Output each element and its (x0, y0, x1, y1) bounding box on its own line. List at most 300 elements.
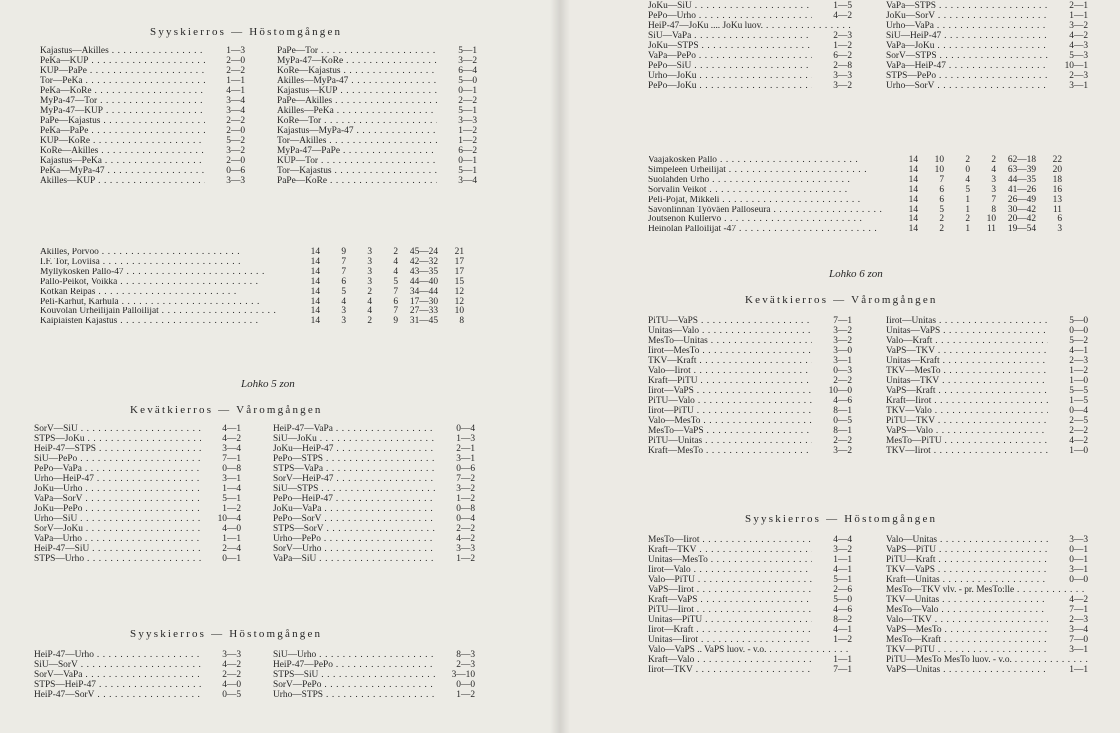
standings-played: 14 (908, 164, 918, 175)
standings-goals: 20—42 (1007, 214, 1036, 225)
match-score: 4—1 (222, 424, 241, 434)
match-score: 7—1 (222, 454, 241, 464)
standings-row (40, 288, 464, 298)
match-score: 5—5 (1069, 386, 1088, 396)
standings-points: 18 (1052, 174, 1062, 185)
standings-draws: 3 (367, 276, 372, 287)
match-teams: HeiP-47—VaPa . . . (273, 424, 435, 434)
match-row (40, 46, 245, 56)
standings-wins: 3 (341, 306, 346, 317)
match-score: 4—1 (833, 625, 852, 635)
standings-goals: 43—35 (409, 266, 438, 277)
match-teams: PeKa—KUP . . . (40, 56, 205, 66)
match-row (277, 66, 477, 76)
standings-team-name (40, 278, 276, 288)
match-row (648, 555, 852, 565)
match-row (648, 366, 852, 376)
match-score: 4—2 (222, 660, 241, 670)
match-score: 4—3 (1069, 41, 1088, 51)
standings-losses: 7 (393, 286, 398, 297)
match-row (273, 534, 475, 544)
match-row (886, 565, 1088, 575)
match-teams: SorV—JoKu . . . (34, 524, 201, 534)
standings-played: 14 (908, 174, 918, 185)
match-teams: HeiP-47—SorV . . . (34, 690, 201, 700)
standings-team-name (40, 268, 276, 278)
match-score: 1—4 (222, 484, 241, 494)
match-row (648, 336, 852, 346)
match-row (886, 21, 1088, 31)
match-score: 3—1 (1069, 565, 1088, 575)
match-row (273, 650, 475, 660)
match-row (886, 386, 1088, 396)
match-score: 3—3 (222, 650, 241, 660)
match-row (40, 136, 245, 146)
match-teams: Valo—Kraft . . . (886, 336, 1048, 346)
match-score: 0—4 (456, 424, 475, 434)
match-row (273, 434, 475, 444)
standings-losses: 11 (986, 224, 996, 235)
match-score: 7—1 (833, 665, 852, 675)
standings-team-name (40, 298, 276, 308)
match-score: 3—2 (833, 545, 852, 555)
standings-played: 14 (310, 316, 320, 327)
match-score: 3—0 (833, 346, 852, 356)
match-score: 0—5 (222, 690, 241, 700)
match-teams: VaPS—PiTU . . . (886, 545, 1048, 555)
match-teams: Unitas—PiTU . . . (648, 615, 812, 625)
standings-draws: 4 (965, 174, 970, 185)
match-teams: PePo—HeiP-47 . . . (273, 494, 435, 504)
standings-played: 14 (908, 204, 918, 215)
match-row (886, 51, 1088, 61)
match-teams: VaPa—PePo . . . (648, 51, 812, 61)
match-row (34, 514, 241, 524)
match-row (886, 41, 1088, 51)
match-teams: Akilles—KUP . . . (40, 176, 205, 186)
match-teams: TKV—VaPS . . . (886, 565, 1048, 575)
standings-goals: 62—18 (1007, 155, 1036, 165)
match-row (886, 406, 1088, 416)
standings-row (40, 278, 464, 288)
match-score: 2—4 (222, 544, 241, 554)
match-score: 2—6 (833, 585, 852, 595)
match-row (34, 424, 241, 434)
team-name-text: Sorvalin Veikot . . . (648, 186, 848, 195)
match-score: 0—4 (1069, 406, 1088, 416)
match-row (648, 625, 852, 635)
standings-wins: 2 (939, 214, 944, 225)
match-score: 3—4 (226, 106, 245, 116)
results-column (273, 424, 475, 564)
match-row (648, 21, 852, 31)
standings-points: 12 (454, 296, 464, 307)
match-score: 3—1 (222, 474, 241, 484)
match-row (34, 670, 241, 680)
standings-row (40, 307, 464, 317)
section-title-autumn-zone6: Syyskierros — Höstomgången (745, 513, 938, 525)
standings-played: 14 (310, 296, 320, 307)
match-score: 4—1 (1069, 346, 1088, 356)
match-row (40, 66, 245, 76)
match-score: 4—2 (1069, 31, 1088, 41)
match-teams: MesTo—Unitas . . . (648, 336, 812, 346)
match-row (648, 356, 852, 366)
team-name-text: Peli-Karhut, Karhula . . . (40, 298, 260, 307)
results-column (34, 424, 241, 564)
match-row (40, 96, 245, 106)
match-teams: KUP—PaPe . . . (40, 66, 205, 76)
standings-losses: 7 (991, 194, 996, 205)
match-row (648, 31, 852, 41)
match-score: 3—3 (458, 116, 477, 126)
match-score: 1—2 (1069, 366, 1088, 376)
match-score: 0—4 (456, 514, 475, 524)
match-row (886, 81, 1088, 91)
match-row (648, 436, 852, 446)
match-score: 2—3 (456, 660, 475, 670)
match-row (273, 554, 475, 564)
match-teams: Valo—TKV . . . (886, 615, 1048, 625)
match-row (40, 146, 245, 156)
results-column (34, 650, 241, 700)
match-teams: Urho—STPS . . . (273, 690, 435, 700)
match-row (886, 61, 1088, 71)
match-score: 1—2 (833, 635, 852, 645)
match-row (277, 146, 477, 156)
match-teams: JoKu—SorV . . . (886, 11, 1048, 21)
match-teams: HeiP-47—SiU . . . (34, 544, 201, 554)
match-row (886, 11, 1088, 21)
standings-draws: 3 (367, 247, 372, 257)
standings-points: 8 (459, 316, 464, 327)
team-name-text: Akilles, Porvoo . . . (40, 248, 240, 257)
match-score: 4—2 (456, 534, 475, 544)
match-teams: HeiP-47—STPS . . . (34, 444, 201, 454)
match-teams: Urho—PePo . . . (273, 534, 435, 544)
team-name-text: Vaajakosken Pallo . . . (648, 156, 858, 165)
match-teams: PePo—JoKu . . . (648, 81, 812, 91)
match-score: 2—1 (1069, 1, 1088, 11)
match-score: 0—1 (1069, 545, 1088, 555)
match-row (277, 56, 477, 66)
team-name-text: Savonlinnan Työväen Palloseura . . . (648, 206, 886, 215)
standings-points: 6 (1057, 214, 1062, 225)
match-teams: Urho—SorV . . . (886, 81, 1048, 91)
standings-row (648, 206, 1062, 216)
standings-wins: 10 (934, 155, 944, 165)
match-teams: SiU—VaPa . . . (648, 31, 812, 41)
standings-team-name (648, 215, 886, 225)
match-row (886, 625, 1088, 635)
standings-draws: 4 (367, 296, 372, 307)
match-teams: PaPe—Tor . . . (277, 46, 437, 56)
match-row (886, 535, 1088, 545)
match-teams: KoRe—Akilles . . . (40, 146, 205, 156)
match-teams: JoKu—STPS . . . (648, 41, 812, 51)
standings-played: 14 (310, 256, 320, 267)
match-score: 2—2 (226, 66, 245, 76)
standings-team-name (648, 206, 886, 216)
match-score: 8—2 (833, 615, 852, 625)
match-teams: KUP—Tor . . . (277, 156, 437, 166)
match-teams: Urho—HeiP-47 . . . (34, 474, 201, 484)
standings-points: 15 (454, 276, 464, 287)
match-row (34, 434, 241, 444)
match-row (886, 426, 1088, 436)
standings-played: 14 (908, 214, 918, 225)
standings-team-name (648, 156, 886, 166)
standings-wins: 5 (939, 204, 944, 215)
standings-played: 14 (310, 306, 320, 317)
match-teams: Kraft—TKV . . . (648, 545, 812, 555)
match-teams: VaPa—JoKu . . . (886, 41, 1048, 51)
match-score: 0—6 (226, 166, 245, 176)
match-row (886, 396, 1088, 406)
standings-losses: 10 (986, 214, 996, 225)
standings-row (40, 298, 464, 308)
match-teams: PiTU—Valo . . . (648, 396, 812, 406)
match-teams: SorV—STPS . . . (886, 51, 1048, 61)
match-teams: Valo—VaPS .. VaPS luov. - v.o. . . . (648, 645, 852, 655)
match-score: 1—2 (833, 41, 852, 51)
match-score: 2—8 (833, 61, 852, 71)
standings-points: 11 (1052, 204, 1062, 215)
zone-heading-5: Lohko 5 zon (241, 378, 295, 390)
match-row (34, 544, 241, 554)
standings-goals: 63—39 (1007, 164, 1036, 175)
match-score: 3—3 (1069, 535, 1088, 545)
match-score: 1—1 (833, 655, 852, 665)
match-row (648, 41, 852, 51)
team-name-text: Kaipiaisten Kajastus . . . (40, 317, 259, 326)
match-row (886, 31, 1088, 41)
team-name-text: Simpeleen Urheilijat . . . (648, 166, 867, 175)
match-teams: STPS—PePo . . . (886, 71, 1048, 81)
match-row (648, 655, 852, 665)
standings-wins: 7 (341, 266, 346, 277)
match-row (40, 126, 245, 136)
results-column (277, 46, 477, 186)
standings-draws: 5 (965, 184, 970, 195)
match-score: 1—2 (458, 136, 477, 146)
match-teams: PeKa—KoRe . . . (40, 86, 205, 96)
standings-row (648, 166, 1062, 176)
section-title-autumn-zone5: Syyskierros — Höstomgången (130, 628, 323, 640)
match-row (648, 81, 852, 91)
standings-row (648, 196, 1062, 206)
match-score: 2—0 (226, 56, 245, 66)
match-row (277, 76, 477, 86)
match-score: 0—3 (833, 366, 852, 376)
standings-losses: 6 (393, 296, 398, 307)
match-teams: JoKu—SiU . . . (648, 1, 812, 11)
match-score: 1—2 (456, 494, 475, 504)
match-row (886, 336, 1088, 346)
match-score: 4—4 (833, 535, 852, 545)
match-teams: Valo—PiTU . . . (648, 575, 812, 585)
match-row (34, 660, 241, 670)
match-score: 3—2 (833, 336, 852, 346)
match-score: 4—2 (222, 434, 241, 444)
match-score: 10—1 (1064, 61, 1088, 71)
match-score: 1—1 (222, 534, 241, 544)
team-name-text: Peli-Pojat, Mikkeli . . . (648, 196, 861, 205)
match-teams: Kraft—Iirot . . . (886, 396, 1048, 406)
standings-goals: 42—32 (409, 256, 438, 267)
standings-played: 14 (310, 266, 320, 277)
standings-draws: 1 (965, 224, 970, 235)
match-teams: SorV—VaPa . . . (34, 670, 201, 680)
match-row (648, 446, 852, 456)
match-score: 1—2 (458, 126, 477, 136)
match-score: 3—2 (833, 326, 852, 336)
match-teams: VaPS—Valo . . . (886, 426, 1048, 436)
match-score: 4—2 (833, 11, 852, 21)
match-score: 4—2 (1069, 436, 1088, 446)
match-row (273, 544, 475, 554)
match-row (273, 504, 475, 514)
match-score: 4—6 (833, 396, 852, 406)
match-row (648, 645, 852, 655)
match-teams: Iirot—Unitas . . . (886, 316, 1048, 326)
match-teams: JoKu—VaPa . . . (273, 504, 435, 514)
team-name-text: Suolahden Urho . . . (648, 176, 851, 185)
standings-draws: 2 (965, 155, 970, 165)
standings-wins: 6 (341, 276, 346, 287)
match-score: 10—4 (217, 514, 241, 524)
standings-goals: 17—30 (409, 296, 438, 307)
match-score: 2—3 (1069, 615, 1088, 625)
match-teams: Urho—JoKu . . . (648, 71, 812, 81)
results-column (648, 535, 852, 675)
match-teams: Iirot—Kraft . . . (648, 625, 812, 635)
match-score: 3—4 (1069, 625, 1088, 635)
match-teams: Iirot—PiTU . . . (648, 406, 812, 416)
match-teams: VaPS—TKV . . . (886, 346, 1048, 356)
match-row (886, 615, 1088, 625)
match-row (273, 454, 475, 464)
match-teams: VaPa—STPS . . . (886, 1, 1048, 11)
match-row (34, 690, 241, 700)
match-teams: MesTo—Valo . . . (886, 605, 1048, 615)
match-score: 3—2 (226, 146, 245, 156)
standings-draws: 2 (367, 286, 372, 297)
match-row (886, 555, 1088, 565)
match-score: 3—2 (456, 484, 475, 494)
match-row (648, 545, 852, 555)
match-row (648, 575, 852, 585)
match-score: 4—1 (226, 86, 245, 96)
match-teams: MesTo—TKV vlv. - pr. MesTo:lle . . . (886, 585, 1088, 595)
match-score: 2—3 (1069, 71, 1088, 81)
match-teams: VaPa—SorV . . . (34, 494, 201, 504)
standings-team-name (40, 317, 276, 327)
match-teams: Unitas—Kraft . . . (886, 356, 1048, 366)
match-score: 3—10 (451, 670, 475, 680)
match-teams: SiU—Urho . . . (273, 650, 435, 660)
standings-losses: 4 (393, 256, 398, 267)
standings-played: 14 (908, 194, 918, 205)
section-title-spring-zone6: Kevätkierros — Våromgången (745, 294, 938, 306)
standings-losses: 3 (991, 174, 996, 185)
match-teams: VaPS—Unitas . . . (886, 665, 1048, 675)
match-teams: MesTo—Kraft . . . (886, 635, 1048, 645)
standings-wins: 9 (341, 247, 346, 257)
match-score: 1—2 (456, 554, 475, 564)
match-row (273, 424, 475, 434)
match-teams: SorV—SiU . . . (34, 424, 201, 434)
match-teams: PePo—Urho . . . (648, 11, 812, 21)
match-score: 5—1 (458, 46, 477, 56)
match-row (273, 444, 475, 454)
match-teams: PePo—STPS . . . (273, 454, 435, 464)
match-teams: Kajastus—MyPa-47 . . . (277, 126, 437, 136)
match-row (273, 494, 475, 504)
standings-wins: 7 (939, 174, 944, 185)
match-row (34, 650, 241, 660)
match-teams: PiTU—Kraft . . . (886, 555, 1048, 565)
standings-losses: 2 (393, 247, 398, 257)
match-teams: VaPS—MesTo . . . (886, 625, 1048, 635)
match-row (648, 51, 852, 61)
match-score: 2—5 (1069, 416, 1088, 426)
match-row (886, 446, 1088, 456)
match-score: 5—2 (1069, 336, 1088, 346)
match-score: 1—1 (1069, 11, 1088, 21)
standings-team-name (648, 196, 886, 206)
match-row (34, 474, 241, 484)
match-score: 2—0 (226, 126, 245, 136)
match-teams: Kraft—Unitas . . . (886, 575, 1048, 585)
standings-wins: 4 (341, 296, 346, 307)
match-teams: SiU—PePo . . . (34, 454, 201, 464)
standings-draws: 2 (367, 316, 372, 327)
standings-table-zone4 (40, 248, 464, 327)
match-row (277, 96, 477, 106)
match-score: 1—1 (226, 76, 245, 86)
match-score: 3—2 (833, 446, 852, 456)
team-name-text: Pallo-Peikot, Voikka . . . (40, 278, 259, 287)
standings-row (648, 215, 1062, 225)
match-teams: Kraft—PiTU . . . (648, 376, 812, 386)
standings-points: 22 (1052, 155, 1062, 165)
match-row (34, 504, 241, 514)
standings-team-name (40, 258, 276, 268)
match-teams: PaPe—KoRe . . . (277, 176, 437, 186)
match-teams: HeiP-47—JoKu .... JoKu luov. . . . (648, 21, 852, 31)
match-score: 6—2 (833, 51, 852, 61)
standings-draws: 3 (367, 256, 372, 267)
match-teams: Unitas—VaPS . . . (886, 326, 1048, 336)
match-score: 8—3 (456, 650, 475, 660)
match-score: 1—3 (226, 46, 245, 56)
match-row (273, 484, 475, 494)
standings-goals: 19—54 (1007, 224, 1036, 235)
match-row (277, 106, 477, 116)
standings-row (648, 156, 1062, 166)
standings-wins: 6 (939, 194, 944, 205)
match-teams: JoKu—Urho . . . (34, 484, 201, 494)
match-row (648, 386, 852, 396)
match-teams: VaPS—Iirot . . . (648, 585, 812, 595)
match-row (648, 396, 852, 406)
match-teams: PePo—VaPa . . . (34, 464, 201, 474)
match-score: 0—0 (1069, 326, 1088, 336)
match-row (886, 655, 1088, 665)
match-teams: PiTU—Unitas . . . (648, 436, 812, 446)
match-score: 6—2 (458, 146, 477, 156)
